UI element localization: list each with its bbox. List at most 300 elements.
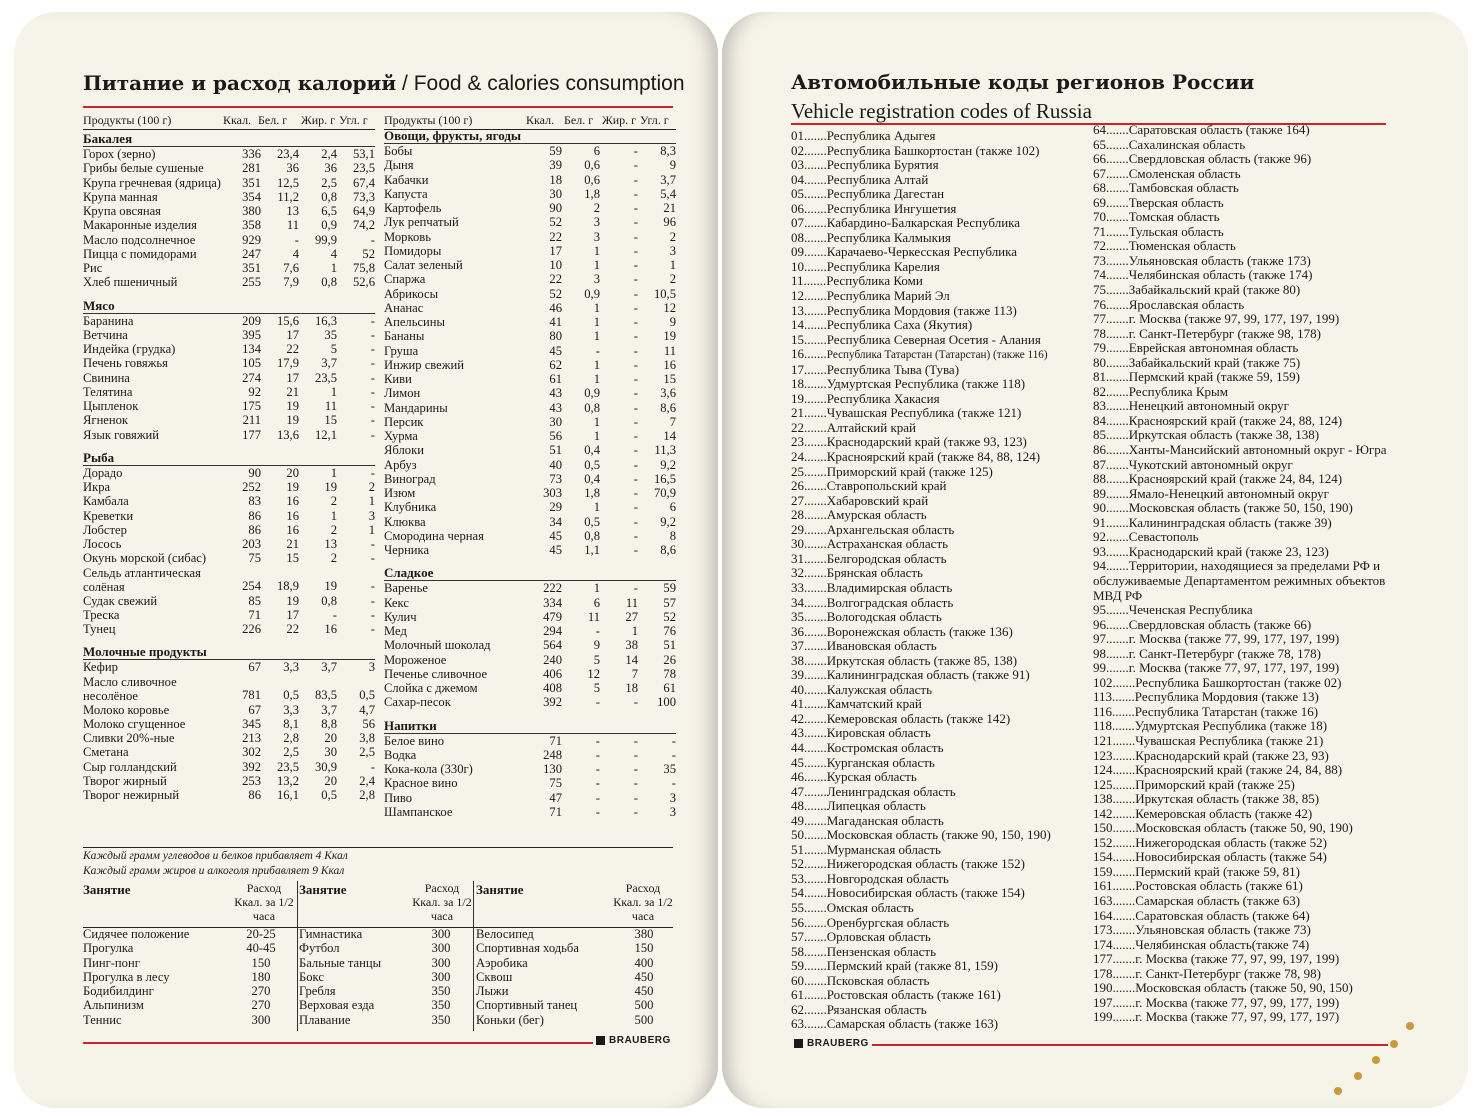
food-value: - [633,357,638,372]
food-value: 1 [368,522,375,537]
food-row [83,594,375,608]
food-value: 53,1 [352,147,375,161]
food-row [384,429,676,443]
region-name: Вологодская область [826,609,942,625]
food-value: 90 [248,465,261,480]
region-code-row [791,1003,1081,1018]
food-value: 12 [663,300,676,315]
region-code: 116....... [1093,703,1135,719]
note-carbs-protein: Каждый грамм углеводов и белков прибавляет 4 Ккал [83,850,348,862]
region-name: Чувашская Республика (также 21) [1135,732,1324,748]
region-code-row [1093,167,1393,182]
food-value: 0,5 [283,688,299,703]
food-value: 3 [368,660,375,675]
food-row [83,509,375,523]
food-value: 23,5 [352,161,375,176]
food-value: - [370,607,375,622]
food-value: - [370,622,375,636]
food-value: 0,5 [584,514,600,529]
food-value: 17 [286,327,299,342]
page-title-codes-ru: Автомобильные коды регионов России [791,70,1255,94]
food-row [83,371,375,385]
region-name: Псковская область [826,972,930,988]
region-code: 52....... [791,856,827,872]
food-value: 17 [549,243,562,258]
food-value: 67 [248,702,261,717]
food-value: 19 [324,480,337,494]
food-name: Печенье сливочное [384,666,488,681]
food-value: 85 [248,593,261,608]
title-en: / Food & calories consumption [396,72,685,95]
food-value: 0,9 [584,386,600,401]
region-name: Московская область (также 90, 150, 190) [826,827,1051,843]
activity-row [476,984,670,998]
region-code: 79....... [1093,340,1129,356]
region-name: Тамбовская область [1128,180,1239,196]
region-name: Свердловская область (также 96) [1128,151,1312,167]
food-value: 71 [549,733,562,748]
region-code: 07....... [791,215,827,231]
food-value: 392 [543,695,562,710]
food-value: 1 [330,261,337,275]
region-code: 14....... [791,317,827,333]
activity-kcal: 380 [634,927,654,941]
region-code: 87....... [1093,456,1129,472]
region-code-row [1093,923,1393,938]
food-row [384,386,676,400]
food-value: 9 [593,638,600,653]
region-name: Карачаево-Черкесская Республика [826,244,1018,260]
region-code: 82....... [1093,383,1129,399]
activity-name: Сквош [476,969,513,984]
food-value: 5 [593,652,600,667]
food-row [384,201,676,215]
region-name: Чеченская Республика [1128,602,1253,618]
food-value: - [671,747,676,762]
food-row [83,218,375,232]
food-row [83,314,375,328]
food-value: 23,4 [276,147,299,161]
food-value: 75 [248,551,261,566]
food-category: Молочные продукты [83,645,375,660]
food-value: - [633,486,638,500]
food-row [384,443,676,457]
food-name: Сливки 20%-ные [83,731,175,745]
region-code: 40....... [791,681,827,697]
region-code-row [791,245,1081,260]
food-value: 67,4 [352,175,375,190]
food-value: 51 [663,638,676,653]
food-name: Молоко сгущенное [83,716,186,731]
region-code: 11....... [791,273,827,289]
region-code-row [791,683,1081,698]
food-row [83,675,375,703]
region-name: Республика Карелия [826,258,940,274]
food-value: 2 [330,522,337,537]
region-name: Краснодарский край (также 23, 93) [1135,747,1329,763]
region-code-row [1093,618,1393,633]
food-value: 5 [330,342,337,356]
region-code: 99....... [1093,660,1129,676]
region-name: г. Санкт-Петербург (также 78, 98) [1135,965,1321,981]
region-name: Мурманская область [826,841,941,857]
food-row [83,480,375,494]
food-row [384,543,676,557]
food-value: 34 [549,514,562,529]
food-row [83,176,375,190]
food-row [384,472,676,486]
food-row [83,247,375,261]
food-name: Горох (зерно) [83,147,156,161]
activity-kcal: 180 [251,969,271,984]
food-value: 3,8 [359,731,375,745]
region-code-row [1093,661,1393,676]
region-code: 138....... [1093,791,1136,807]
food-value: 59 [663,581,676,596]
food-value: 2,5 [359,745,375,760]
food-value: 3 [593,215,600,230]
food-row [83,275,375,289]
region-code-row [791,260,1081,275]
region-code-row [1093,807,1393,822]
food-value: 929 [242,232,261,247]
food-value: 10,5 [653,286,676,301]
food-name: Груша [384,343,419,358]
activity-name: Плавание [299,1012,351,1027]
food-value: - [633,258,638,272]
food-value: 99,9 [314,232,337,247]
food-value: 22 [286,342,299,356]
region-name: Республика Северная Осетия - Алания [826,331,1041,347]
food-value: 64,9 [352,204,375,218]
region-name: Саратовская область (также 64) [1135,907,1310,923]
food-value: 1 [368,494,375,509]
food-value: - [370,759,375,774]
food-value: - [633,400,638,415]
food-value: 336 [242,147,261,161]
region-code-row [791,523,1081,538]
food-row [384,776,676,790]
decor-dot [1390,1040,1398,1048]
food-value: - [595,776,600,791]
food-value: 17 [286,607,299,622]
food-value: 354 [242,189,261,204]
food-name: Дорадо [83,465,123,480]
activity-row [83,956,287,970]
region-name: Самарская область (также 63) [1135,892,1301,908]
food-value: 0,8 [584,400,600,415]
activity-name: Спортивный танец [476,998,578,1013]
region-code-row [1093,952,1393,967]
region-name: Территории, находящиеся за пределами РФ и обслуживаемые Департаментом режимных объектов МВД РФ [1093,558,1386,603]
food-name: Черника [384,543,430,557]
food-value: 0,8 [321,189,337,204]
food-value: - [633,762,638,776]
activity-kcal: 300 [431,941,451,956]
activity-row [83,998,287,1012]
food-value: - [633,158,638,173]
food-value: 222 [543,581,562,596]
activity-kcal: 270 [251,984,271,999]
region-name: г. Москва (также 77, 97, 99, 197, 199) [1135,951,1340,967]
food-value: 61 [549,372,562,386]
food-row [83,161,375,175]
food-value: 11 [663,343,676,358]
region-code: 60....... [791,972,827,988]
region-code-row [791,988,1081,1003]
food-value: 1 [593,372,600,386]
activity-kcal: 150 [634,941,654,956]
region-code: 190....... [1093,980,1136,996]
region-name: Московская область (также 50, 150, 190) [1128,500,1353,516]
food-row [83,660,375,674]
region-code: 24....... [791,449,827,465]
food-value: 3,7 [321,660,337,675]
region-name: Республика Ингушетия [826,200,957,216]
food-value: - [633,272,638,287]
region-name: г. Санкт-Петербург (также 98, 178) [1128,325,1321,341]
food-row [384,762,676,776]
region-code-row [1093,356,1393,371]
food-value: - [633,457,638,472]
activity-name: Бальные танцы [299,955,382,970]
region-code: 121....... [1093,732,1136,748]
food-value: 73,3 [352,189,375,204]
region-code-row [1093,254,1393,269]
region-name: Республика Саха (Якутия) [826,317,973,333]
food-value: 20 [286,465,299,480]
activity-list-1 [83,927,287,1027]
activity-row [299,956,467,970]
food-value: 59 [549,144,562,158]
food-value: 3,6 [660,386,676,401]
food-table-left [83,132,375,802]
food-value: 254 [242,579,261,594]
food-value: 23,5 [314,370,337,385]
food-value: 3 [669,790,676,805]
region-code-row [1093,225,1393,240]
region-name: Приморский край (также 25) [1135,776,1295,792]
region-name: г. Москва (также 77, 97, 99, 177, 199) [1135,994,1340,1010]
region-code: 97....... [1093,631,1129,647]
food-value: 0,9 [584,286,600,301]
food-value: 134 [242,342,261,356]
food-row [83,190,375,204]
food-name: Крупа манная [83,189,158,204]
footer-line-left [83,1042,593,1044]
food-value: - [370,399,375,413]
activity-kcal: 300 [431,955,451,970]
region-code-row [1093,283,1393,298]
region-name: Новгородская область [826,870,949,886]
food-name: Индейка (грудка) [83,342,176,356]
region-code-row [791,930,1081,945]
food-row [83,551,375,565]
food-row [384,358,676,372]
food-name: Хлеб пшеничный [83,275,178,290]
food-value: 0,4 [584,471,600,486]
food-row [83,774,375,788]
food-value: 0,4 [584,443,600,458]
food-value: 29 [549,500,562,515]
food-row [83,428,375,442]
food-value: 345 [242,716,261,731]
food-value: 1 [330,508,337,523]
region-name: Красноярский край (также 24, 84, 124) [1128,471,1343,487]
food-value: 7 [669,414,676,429]
food-name: Изюм [384,486,416,500]
food-value: 73 [549,471,562,486]
food-row [384,515,676,529]
food-value: 16,5 [653,471,676,486]
activity-row [476,927,670,941]
region-code: 94....... [1093,558,1129,574]
food-row [83,413,375,427]
region-name: Сахалинская область [1128,136,1246,152]
region-name: Новосибирская область (также 54) [1135,849,1327,865]
food-row [83,494,375,508]
region-code-row [791,756,1081,771]
food-value: 0,8 [584,528,600,543]
region-name: Кабардино-Балкарская Республика [826,215,1021,231]
food-value: 274 [242,370,261,385]
region-code: 38....... [791,652,827,668]
food-value: 1 [669,258,676,272]
food-value: - [633,733,638,748]
food-value: 209 [242,313,261,328]
food-value: 3 [669,243,676,258]
region-code-row [1093,981,1393,996]
region-code-row [791,959,1081,974]
food-value: 2 [368,480,375,494]
food-value: 52 [362,246,375,261]
food-value: 8,6 [660,400,676,415]
region-name: Смоленская область [1128,165,1241,181]
food-value: 16 [286,494,299,509]
food-value: 10 [549,258,562,272]
food-value: 3,7 [321,702,337,717]
food-category: Мясо [83,299,375,314]
food-value: 43 [549,386,562,401]
food-value: - [595,733,600,748]
region-code: 91....... [1093,514,1129,530]
food-value: 27 [625,609,638,624]
food-row [384,596,676,610]
region-name: Пермский край (также 59, 81) [1135,863,1300,879]
region-name: Еврейская автономная область [1128,340,1299,356]
region-code: 70....... [1093,209,1129,225]
food-value: 294 [543,624,562,638]
food-value: 56 [362,716,375,731]
food-value: 56 [549,429,562,443]
region-code: 63....... [791,1016,827,1032]
region-code: 04....... [791,171,827,187]
decor-dot [1354,1072,1362,1080]
food-row [384,258,676,272]
region-code-row [791,886,1081,901]
food-value: - [633,372,638,386]
region-code-row [1093,385,1393,400]
region-name: Новосибирская область (также 154) [826,885,1025,901]
food-value: 226 [242,622,261,636]
region-name: Республика Коми [826,273,923,289]
food-row [83,204,375,218]
food-name: Варенье [384,581,428,596]
region-code: 09....... [791,244,827,260]
food-value: - [595,762,600,776]
food-value: 2 [669,272,676,287]
region-code: 33....... [791,579,827,595]
food-row [384,624,676,638]
header-line-left [83,129,375,130]
food-row [384,667,676,681]
food-name: Виноград [384,471,436,486]
food-name: Лосось [83,537,122,551]
region-code: 177....... [1093,951,1136,967]
food-value: 70,9 [653,486,676,500]
region-code-row [791,537,1081,552]
region-name: Алтайский край [826,419,916,435]
region-code: 23....... [791,434,827,450]
region-code-row [791,450,1081,465]
activity-name: Гребля [299,984,336,999]
food-value: - [633,528,638,543]
food-value: 30 [549,186,562,201]
food-value: - [671,776,676,791]
activity-divider-1 [297,881,298,1031]
food-row [83,342,375,356]
food-value: 3,7 [660,172,676,187]
food-value: 13 [286,204,299,218]
region-code-row [1093,414,1393,429]
region-name: Амурская область [826,507,927,523]
food-value: 30 [549,414,562,429]
region-code-row [1093,850,1393,865]
food-value: 19 [324,579,337,594]
food-name: Молочный шоколад [384,638,491,653]
region-code-row [1093,399,1393,414]
food-value: 240 [543,652,562,667]
region-code: 25....... [791,463,827,479]
region-name: Иркутская область (также 38, 138) [1128,427,1320,443]
activity-name: Бодибилдинг [83,984,154,999]
food-value: - [633,315,638,329]
food-value: 16 [663,357,676,372]
food-row [83,622,375,636]
food-value: 247 [242,246,261,261]
region-code-row [1093,559,1393,603]
food-name: Сахар-песок [384,695,451,710]
food-value: 8,3 [660,144,676,158]
activity-name: Лыжи [476,984,509,999]
food-value: 7 [631,666,638,681]
food-row [384,215,676,229]
food-value: 0,8 [321,593,337,608]
region-code-row [791,202,1081,217]
region-name: Ульяновская область (также 173) [1128,252,1311,268]
activity-name: Спортивная ходьба [476,941,579,956]
region-code: 30....... [791,536,827,552]
food-value: 52 [663,609,676,624]
region-name: Владимирская область [826,579,953,595]
region-code: 27....... [791,492,827,508]
region-code-row [1093,327,1393,342]
food-value: 2,5 [321,175,337,190]
region-name: Челябинская область (также 174) [1128,267,1313,283]
region-code-row [791,187,1081,202]
region-name: Краснодарский край (также 23, 123) [1128,543,1329,559]
food-value: 6 [669,500,676,515]
